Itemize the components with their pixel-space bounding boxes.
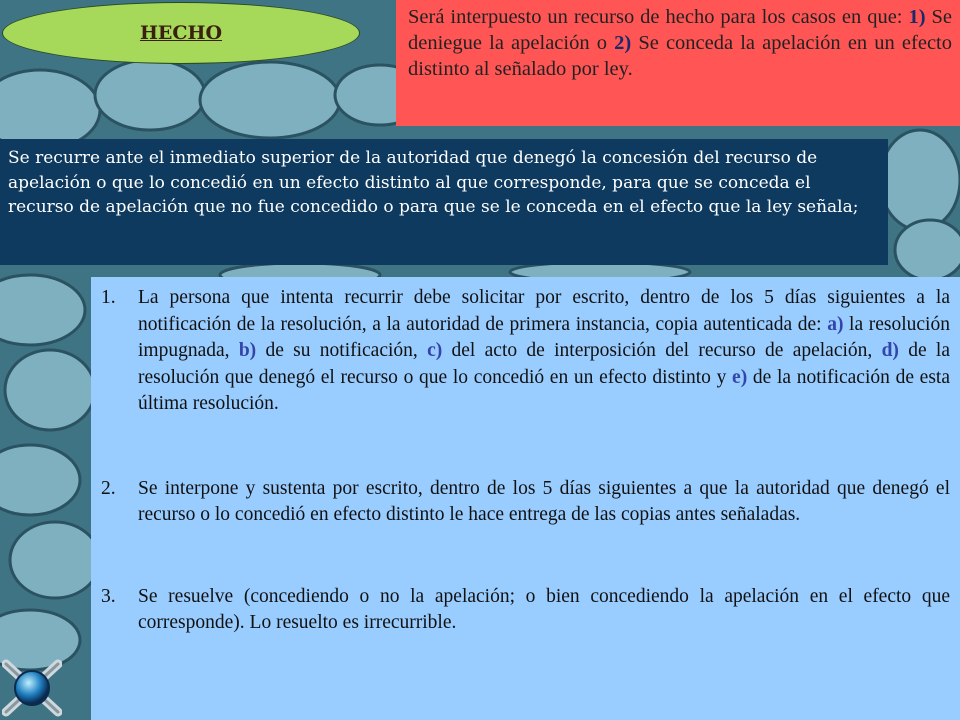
letter-a: a)	[827, 313, 844, 335]
step-number: 2.	[101, 477, 116, 499]
summary-text: Se recurre ante el inmediato superior de la autoridad que denegó la concesión del recurso de apelación o que lo concedió en un efecto distinto al que corresponde, para que se conceda el recurso de apelación que no fue concedido o para que se le conceda en el efecto que la ley señala;	[8, 148, 859, 217]
definition-text-3: Se conceda la apelación en un efecto distinto al señalado por ley.	[408, 32, 952, 80]
summary-box	[0, 139, 888, 265]
page-title: HECHO	[139, 22, 223, 44]
step-text: Se interpone y sustenta por escrito, dentro de los 5 días siguientes a que la autoridad que denegó el recurso o lo concedió en efecto distinto le hace entrega de las copias antes señaladas.	[138, 477, 950, 525]
definition-box	[396, 0, 960, 126]
list-item	[101, 285, 950, 418]
definition-text-1: Será interpuesto un recurso de hecho para los casos en que:	[408, 6, 909, 28]
definition-text-2: Se deniegue la apelación o	[408, 6, 953, 54]
list-item	[101, 476, 950, 529]
list-item	[101, 584, 950, 637]
letter-e: e)	[732, 366, 748, 388]
steps-list	[91, 277, 960, 720]
step-text: Se resuelve (concediendo o no la apelación; o bien concediendo la apelación en el efecto que corresponde). Lo resuelto es irrecurrible.	[138, 585, 950, 633]
step-number: 1.	[101, 287, 116, 308]
definition-case-2: 2)	[614, 32, 632, 54]
definition-case-1: 1)	[908, 6, 926, 28]
letter-b: b)	[238, 340, 257, 361]
letter-d: d)	[881, 340, 899, 361]
step-number: 3.	[101, 585, 116, 607]
title-oval	[2, 2, 360, 64]
step-text: La persona que intenta recurrir debe solicitar por escrito, dentro de los 5 días siguientes a la notificación de la resolución, a la autoridad de primera instancia, copia autenticada de: a) la resolución impugnada, b) de su notificación, c) del acto de interposición del recurso de apelación, d) de la resolución que denegó el recurso o que lo concedió en un efecto distinto y e) de la notificación de esta última resolución.	[138, 287, 950, 414]
letter-c: c)	[427, 340, 443, 361]
orb-nav-icon[interactable]	[2, 658, 62, 718]
